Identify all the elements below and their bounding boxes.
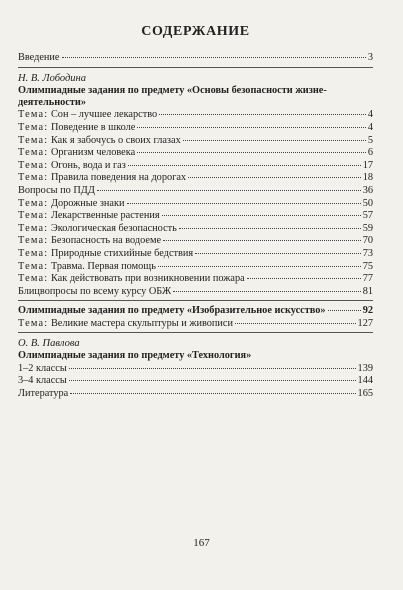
toc-entry-topic bbox=[18, 147, 373, 160]
entry-label bbox=[18, 198, 125, 211]
subject-heading: Олимпиадные задания по предмету «Изобразительное искусство» bbox=[18, 305, 326, 317]
dot-leader bbox=[97, 190, 361, 191]
subject-heading: Олимпиадные задания по предмету «Технология» bbox=[18, 350, 252, 362]
topic-prefix: Тема: bbox=[18, 247, 49, 259]
entry-page: 18 bbox=[362, 172, 373, 184]
toc-entry-topic bbox=[18, 135, 373, 148]
topic-prefix: Тема: bbox=[18, 222, 49, 234]
toc-entry-topic bbox=[18, 223, 373, 236]
entry-page: 92 bbox=[362, 305, 373, 317]
entry-label bbox=[18, 318, 233, 331]
entry-label bbox=[18, 147, 135, 160]
entry-page: 36 bbox=[362, 184, 373, 196]
entry-list bbox=[18, 363, 373, 401]
toc-entry bbox=[18, 375, 373, 388]
topic-title: Лекарственные растения bbox=[50, 210, 160, 222]
dot-leader bbox=[247, 278, 361, 279]
author-name: Н. В. Лободина bbox=[18, 72, 86, 84]
dot-leader bbox=[235, 323, 356, 324]
entry-label bbox=[18, 261, 156, 274]
topic-prefix: Тема: bbox=[18, 172, 49, 184]
entry-page: 75 bbox=[362, 260, 373, 272]
entry-label: Вопросы по ПДД bbox=[18, 184, 95, 196]
topic-title: Организм человека bbox=[50, 147, 136, 159]
toc-entry-intro bbox=[18, 52, 373, 65]
subject-heading-line2: деятельности» bbox=[18, 97, 86, 108]
topic-prefix: Тема: bbox=[18, 210, 49, 222]
topic-title: Экологическая безопасность bbox=[50, 222, 177, 234]
entry-page: 127 bbox=[357, 317, 373, 329]
topic-prefix: Тема: bbox=[18, 197, 49, 209]
dot-leader bbox=[137, 152, 366, 153]
dot-leader bbox=[70, 393, 355, 394]
toc-entry-pdd bbox=[18, 185, 373, 198]
topic-prefix: Тема: bbox=[18, 122, 49, 133]
dot-leader bbox=[183, 140, 366, 141]
topic-prefix: Тема: bbox=[18, 147, 49, 159]
entry-label: Блицвопросы по всему курсу ОБЖ bbox=[18, 285, 172, 297]
entry-page: 4 bbox=[367, 109, 373, 121]
entry-label: 1–2 классы bbox=[18, 362, 67, 374]
topic-title: Великие мастера скульптуры и живописи bbox=[50, 317, 234, 329]
toc-entry-topic bbox=[18, 261, 373, 274]
topic-title: Как я забочусь о своих глазах bbox=[50, 134, 181, 146]
dot-leader bbox=[173, 291, 361, 292]
topic-prefix: Тема: bbox=[18, 134, 49, 146]
entry-label bbox=[18, 122, 135, 135]
toc-entry-art-topic bbox=[18, 318, 373, 331]
entry-page: 57 bbox=[362, 210, 373, 222]
topic-title: Огонь, вода и газ bbox=[50, 159, 126, 171]
entry-label: Введение bbox=[18, 52, 60, 63]
entry-page: 4 bbox=[367, 122, 373, 133]
page-number: 167 bbox=[193, 537, 210, 549]
entry-page: 3 bbox=[367, 52, 373, 63]
topic-prefix: Тема: bbox=[18, 235, 49, 247]
entry-label bbox=[18, 273, 245, 286]
dot-leader bbox=[62, 57, 366, 58]
entry-page: 59 bbox=[362, 222, 373, 234]
topic-title: Природные стихийные бедствия bbox=[50, 247, 194, 259]
author-name: О. В. Павлова bbox=[18, 338, 80, 350]
dot-leader bbox=[179, 228, 361, 229]
topic-title: Безопасность на водоеме bbox=[50, 235, 162, 247]
entry-page: 77 bbox=[362, 273, 373, 285]
entry-label bbox=[18, 160, 126, 173]
dot-leader bbox=[69, 368, 356, 369]
entry-label bbox=[18, 235, 161, 248]
entry-label bbox=[18, 223, 177, 236]
entry-label bbox=[18, 172, 186, 185]
subject-heading bbox=[18, 85, 373, 110]
toc-entry-topic bbox=[18, 109, 373, 122]
page-title: СОДЕРЖАНИЕ bbox=[141, 24, 250, 39]
dot-leader bbox=[137, 127, 366, 128]
toc-entry-topic bbox=[18, 160, 373, 173]
topic-title: Сон – лучшее лекарство bbox=[50, 109, 158, 121]
divider bbox=[18, 332, 373, 333]
topic-title: Дорожные знаки bbox=[50, 197, 125, 209]
toc-entry-topic bbox=[18, 172, 373, 185]
topic-prefix: Тема: bbox=[18, 317, 49, 329]
entry-page: 73 bbox=[362, 247, 373, 259]
topic-list bbox=[18, 109, 373, 185]
subject-heading-line1: Олимпиадные задания по предмету «Основы безопасности жизне- bbox=[18, 84, 327, 96]
dot-leader bbox=[127, 203, 361, 204]
topic-title: Травма. Первая помощь bbox=[50, 260, 156, 272]
toc-entry-topic bbox=[18, 235, 373, 248]
dot-leader bbox=[195, 253, 361, 254]
entry-page: 144 bbox=[357, 375, 373, 387]
entry-page: 165 bbox=[357, 387, 373, 399]
toc-entry-topic bbox=[18, 198, 373, 211]
entry-label: Литература bbox=[18, 387, 69, 399]
entry-label bbox=[18, 210, 160, 223]
entry-page: 5 bbox=[367, 134, 373, 146]
topic-prefix: Тема: bbox=[18, 260, 49, 272]
topic-prefix: Тема: bbox=[18, 159, 49, 171]
toc-entry-topic bbox=[18, 122, 373, 135]
toc-entry-blitz bbox=[18, 286, 373, 299]
toc-entry-topic bbox=[18, 273, 373, 286]
entry-page: 6 bbox=[367, 147, 373, 159]
entry-label bbox=[18, 248, 193, 261]
entry-page: 81 bbox=[362, 285, 373, 297]
topic-list bbox=[18, 198, 373, 286]
toc-entry bbox=[18, 388, 373, 401]
topic-prefix: Тема: bbox=[18, 109, 49, 121]
entry-page: 139 bbox=[357, 362, 373, 374]
entry-page: 50 bbox=[362, 197, 373, 209]
topic-title: Правила поведения на дорогах bbox=[50, 172, 187, 184]
dot-leader bbox=[328, 310, 361, 311]
divider bbox=[18, 67, 373, 68]
toc-entry-art-subject bbox=[18, 305, 373, 317]
toc-entry-topic bbox=[18, 248, 373, 261]
dot-leader bbox=[159, 114, 366, 115]
entry-label bbox=[18, 135, 181, 148]
entry-label: 3–4 классы bbox=[18, 375, 67, 387]
topic-prefix: Тема: bbox=[18, 273, 49, 285]
topic-title: Поведение в школе bbox=[50, 122, 136, 133]
toc-entry-topic bbox=[18, 210, 373, 223]
dot-leader bbox=[128, 165, 361, 166]
dot-leader bbox=[188, 177, 361, 178]
toc-entry bbox=[18, 363, 373, 376]
dot-leader bbox=[162, 215, 361, 216]
dot-leader bbox=[158, 266, 361, 267]
entry-page: 70 bbox=[362, 235, 373, 247]
divider bbox=[18, 300, 373, 301]
dot-leader bbox=[69, 380, 356, 381]
entry-page: 17 bbox=[362, 159, 373, 171]
topic-title: Как действовать при возникновении пожара bbox=[50, 273, 245, 285]
entry-label bbox=[18, 109, 157, 122]
dot-leader bbox=[163, 240, 361, 241]
